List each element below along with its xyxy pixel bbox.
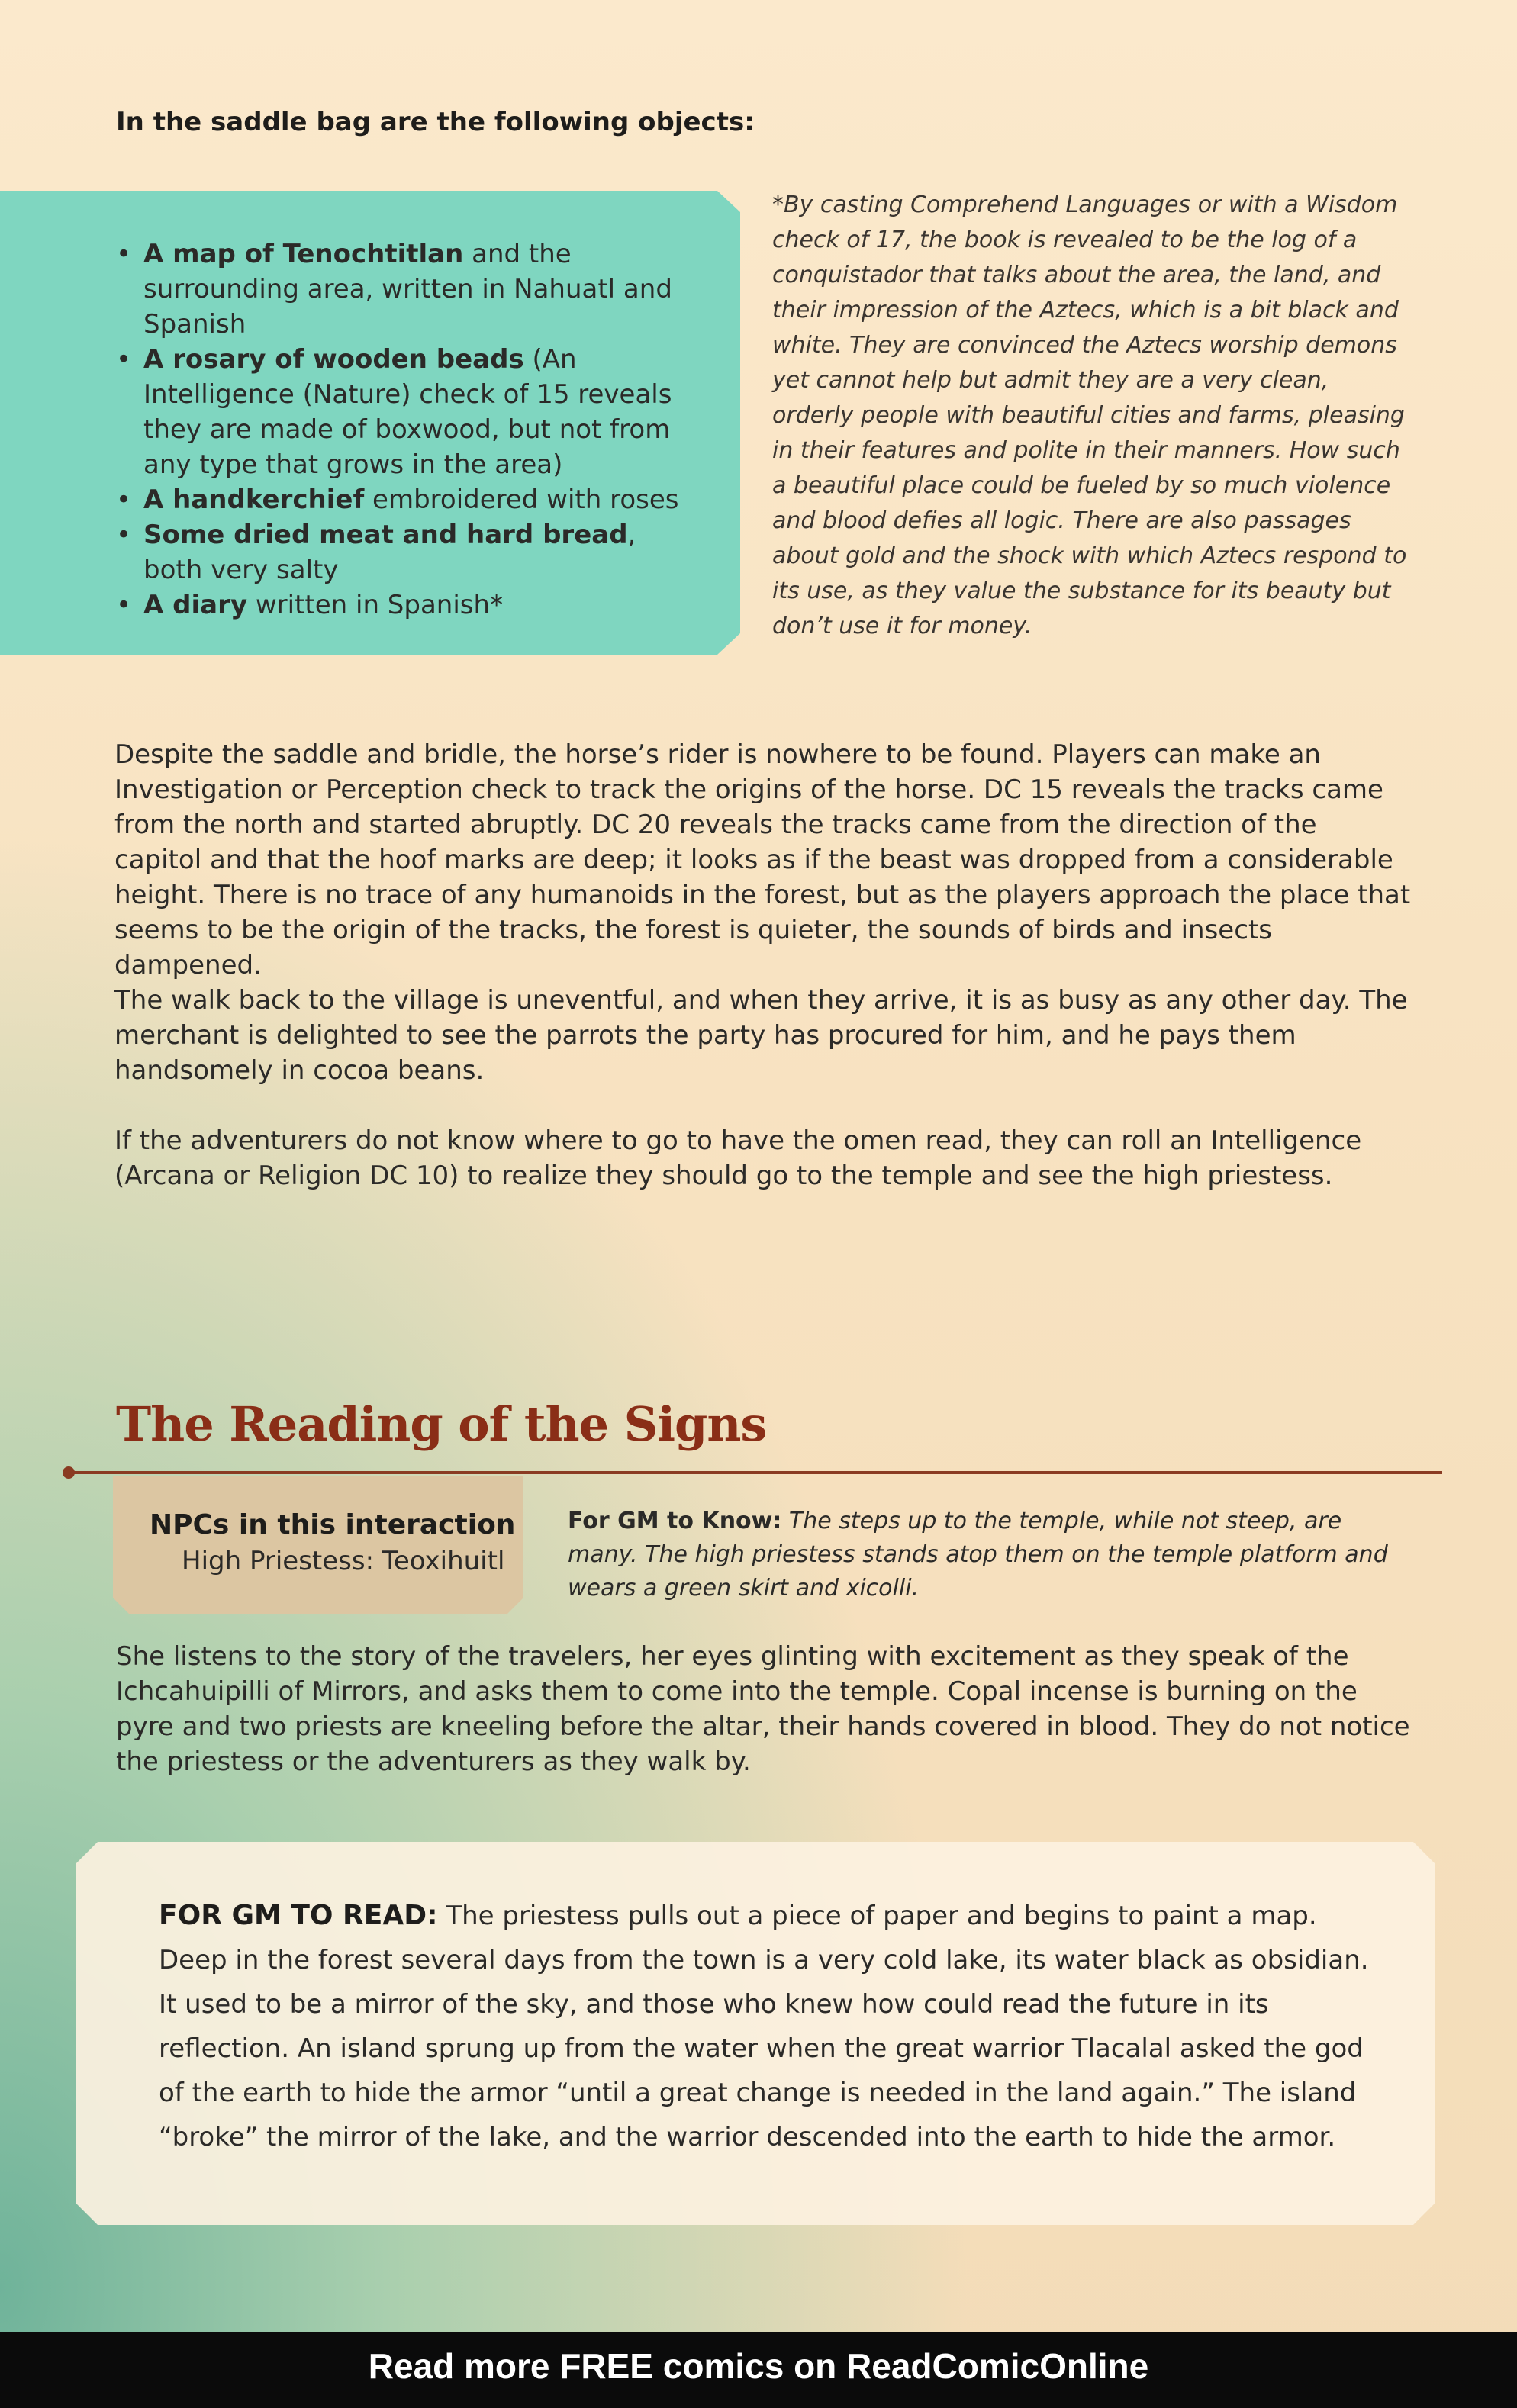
item-description: , both very salty	[143, 520, 636, 585]
section-divider	[69, 1471, 1442, 1474]
item-description: embroidered with roses	[364, 484, 679, 515]
item-name: A diary	[143, 590, 248, 620]
divider-dot	[63, 1466, 75, 1479]
paragraph-tracks: Despite the saddle and bridle, the horse’s rider is nowhere to be found. Players can make an Investigation or Perception check to track the origins of the horse. DC 15 reveals the tracks came from the north and started abruptly. DC 20 reveals the tracks came from the direction of the capitol and that the hoof marks are deep; it looks as if the beast was dropped from a considerable height. There is no trace of any humanoids in the forest, but as the players approach the place that seems to be the origin of the tracks, the forest is quieter, the sounds of birds and insects dampened.	[114, 739, 1411, 980]
section-title: The Reading of the Signs	[116, 1396, 767, 1452]
item-description: (An Intelligence (Nature) check of 15 reveals they are made of boxwood, but not from any type that grows in the area)	[143, 344, 672, 480]
npc-box-title: NPCs in this interaction	[150, 1509, 516, 1540]
item-name: A handkerchief	[143, 484, 365, 515]
gm-read-label: FOR GM TO READ:	[159, 1900, 438, 1931]
item-name: A rosary of wooden beads	[143, 344, 524, 375]
paragraph-walk-back: The walk back to the village is uneventful, and when they arrive, it is as busy as any other day. The merchant is delighted to see the parrots the party has procured for him, and he pays them handsomely in cocoa beans.	[114, 985, 1408, 1086]
item-name: Some dried meat and hard bread	[143, 520, 628, 550]
npc-box	[113, 1476, 523, 1614]
footer-link[interactable]: Read more FREE comics on ReadComicOnline	[368, 2346, 1149, 2386]
gm-to-know-text: The steps up to the temple, while not steep, are many. The high priestess stands atop them on the temple platform and wears a green skirt and xicolli.	[568, 1508, 1388, 1602]
item-description: written in Spanish*	[247, 590, 504, 620]
gm-read-text	[159, 1894, 1380, 2159]
item-name: A map of Tenochtitlan	[143, 239, 464, 269]
list-item	[116, 588, 696, 623]
gm-read-body: The priestess pulls out a piece of paper and begins to paint a map. Deep in the forest several days from the town is a very cold lake, its water black as obsidian. It used to be a mirror of the sky, and those who knew how could read the future in its reflection. An island sprung up from the water when the great warrior Tlacalal asked the god of the earth to hide the armor “until a great change is needed in the land again.” The island “broke” the mirror of the lake, and the warrior descended into the earth to hide the armor.	[159, 1901, 1369, 2152]
intro-heading: In the saddle bag are the following objects:	[116, 107, 755, 137]
list-item	[116, 517, 696, 588]
list-item	[116, 342, 696, 482]
paragraph-omen: If the adventurers do not know where to go to have the omen read, they can roll an Intelligence (Arcana or Religion DC 10) to realize they should go to the temple and see the high priestess.	[114, 1125, 1362, 1191]
saddle-bag-list	[116, 237, 696, 623]
item-description: and the surrounding area, written in Nahuatl and Spanish	[143, 239, 672, 340]
diary-footnote: *By casting Comprehend Languages or with a Wisdom check of 17, the book is revealed to be the log of a conquistador that talks about the area, the land, and their impression of the Aztecs, which is a bit black and white. They are convinced the Aztecs worship demons yet cannot help but admit they are a very clean, orderly people with beautiful cities and farms, pleasing in their features and polite in their manners. How such a beautiful place could be fueled by so much violence and blood defies all logic. There are also passages about gold and the shock with which Aztecs respond to its use, as they value the substance for its beauty but don’t use it for money.	[772, 192, 1407, 639]
list-item	[116, 482, 696, 517]
gm-to-know	[568, 1505, 1415, 1605]
paragraph-priestess: She listens to the story of the travelers, her eyes glinting with excitement as they speak of the Ichcahuipilli of Mirrors, and asks them to come into the temple. Copal incense is burning on the pyre and two priests are kneeling before the altar, their hands covered in blood. They do not notice the priestess or the adventurers as they walk by.	[116, 1641, 1410, 1777]
list-item	[116, 237, 696, 342]
gm-to-know-label: For GM to Know:	[568, 1508, 782, 1534]
npc-name: High Priestess: Teoxihuitl	[182, 1546, 505, 1576]
